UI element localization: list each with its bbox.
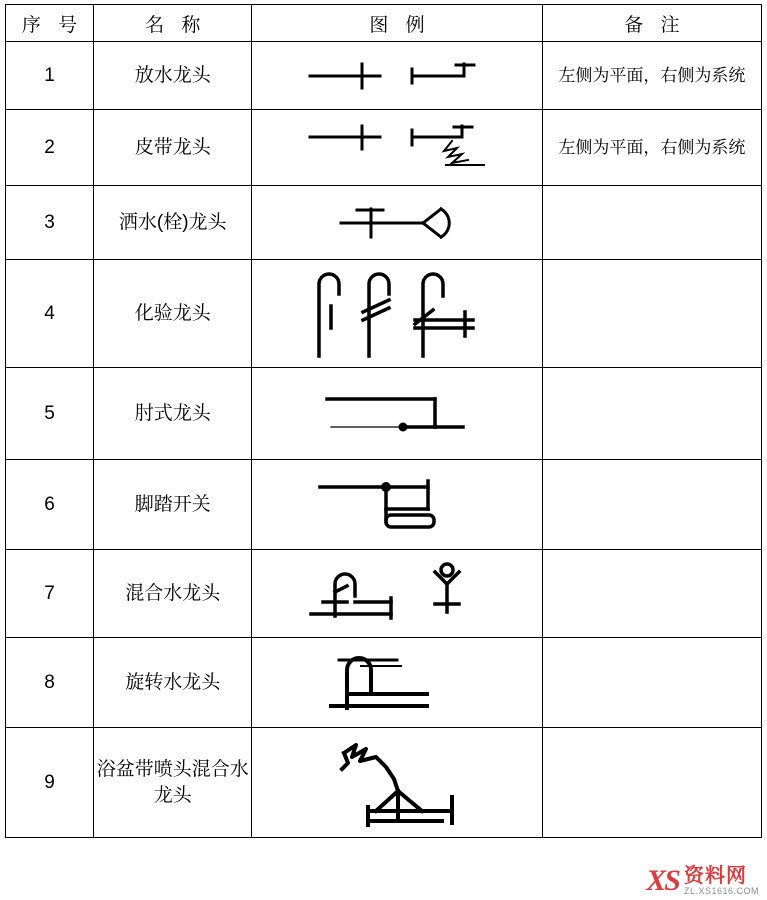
header-cell-note: 备 注 (542, 5, 761, 42)
header-cell-symbol: 图 例 (252, 5, 542, 42)
lab-tap-icon (252, 266, 541, 362)
row-number: 8 (6, 638, 94, 728)
tap-plain-icon (252, 56, 541, 96)
header-cell-no: 序 号 (6, 5, 94, 42)
row-note (542, 728, 761, 838)
watermark-url: ZL.XS1616.COM (683, 885, 759, 896)
row-number: 6 (6, 460, 94, 550)
row-note (542, 460, 761, 550)
header-cell-name: 名 称 (94, 5, 252, 42)
table-header-row (6, 5, 762, 42)
row-note: 左侧为平面，右侧为系统 (542, 42, 761, 110)
row-symbol (252, 110, 542, 186)
row-note: 左侧为平面，右侧为系统 (542, 110, 761, 186)
row-name: 肘式龙头 (94, 368, 252, 460)
watermark (646, 863, 759, 897)
table-row (6, 460, 762, 550)
watermark-logo: XS (646, 863, 679, 897)
row-symbol (252, 638, 542, 728)
symbol-legend-table (5, 4, 762, 838)
row-symbol (252, 42, 542, 110)
row-name: 脚踏开关 (94, 460, 252, 550)
table-row (6, 110, 762, 186)
row-number: 4 (6, 260, 94, 368)
swivel-tap-icon (252, 650, 541, 716)
row-name: 化验龙头 (94, 260, 252, 368)
row-number: 2 (6, 110, 94, 186)
table-row (6, 638, 762, 728)
table-row (6, 186, 762, 260)
table-row (6, 550, 762, 638)
symbol-legend-sheet (5, 4, 762, 889)
row-name: 放水龙头 (94, 42, 252, 110)
row-number: 9 (6, 728, 94, 838)
row-note (542, 550, 761, 638)
foot-switch-icon (252, 475, 541, 535)
table-row (6, 368, 762, 460)
row-number: 7 (6, 550, 94, 638)
table-row (6, 260, 762, 368)
belt-tap-icon (252, 121, 541, 175)
row-symbol (252, 550, 542, 638)
table-row (6, 42, 762, 110)
row-number: 3 (6, 186, 94, 260)
watermark-text (684, 866, 759, 896)
row-name: 旋转水龙头 (94, 638, 252, 728)
elbow-tap-icon (252, 385, 541, 443)
row-note (542, 638, 761, 728)
sprinkler-tap-icon (252, 199, 541, 247)
row-note (542, 260, 761, 368)
row-number: 5 (6, 368, 94, 460)
row-note (542, 368, 761, 460)
row-name: 浴盆带喷头混合水龙头 (94, 728, 252, 838)
bath-shower-mixer-icon (252, 733, 541, 833)
mixing-tap-icon (252, 562, 541, 626)
row-symbol (252, 460, 542, 550)
row-note (542, 186, 761, 260)
watermark-title: 资料网 (683, 864, 747, 887)
table-row (6, 728, 762, 838)
row-symbol (252, 186, 542, 260)
row-name: 皮带龙头 (94, 110, 252, 186)
row-number: 1 (6, 42, 94, 110)
row-symbol (252, 728, 542, 838)
row-name: 洒水(栓)龙头 (94, 186, 252, 260)
row-symbol (252, 260, 542, 368)
row-name: 混合水龙头 (94, 550, 252, 638)
row-symbol (252, 368, 542, 460)
